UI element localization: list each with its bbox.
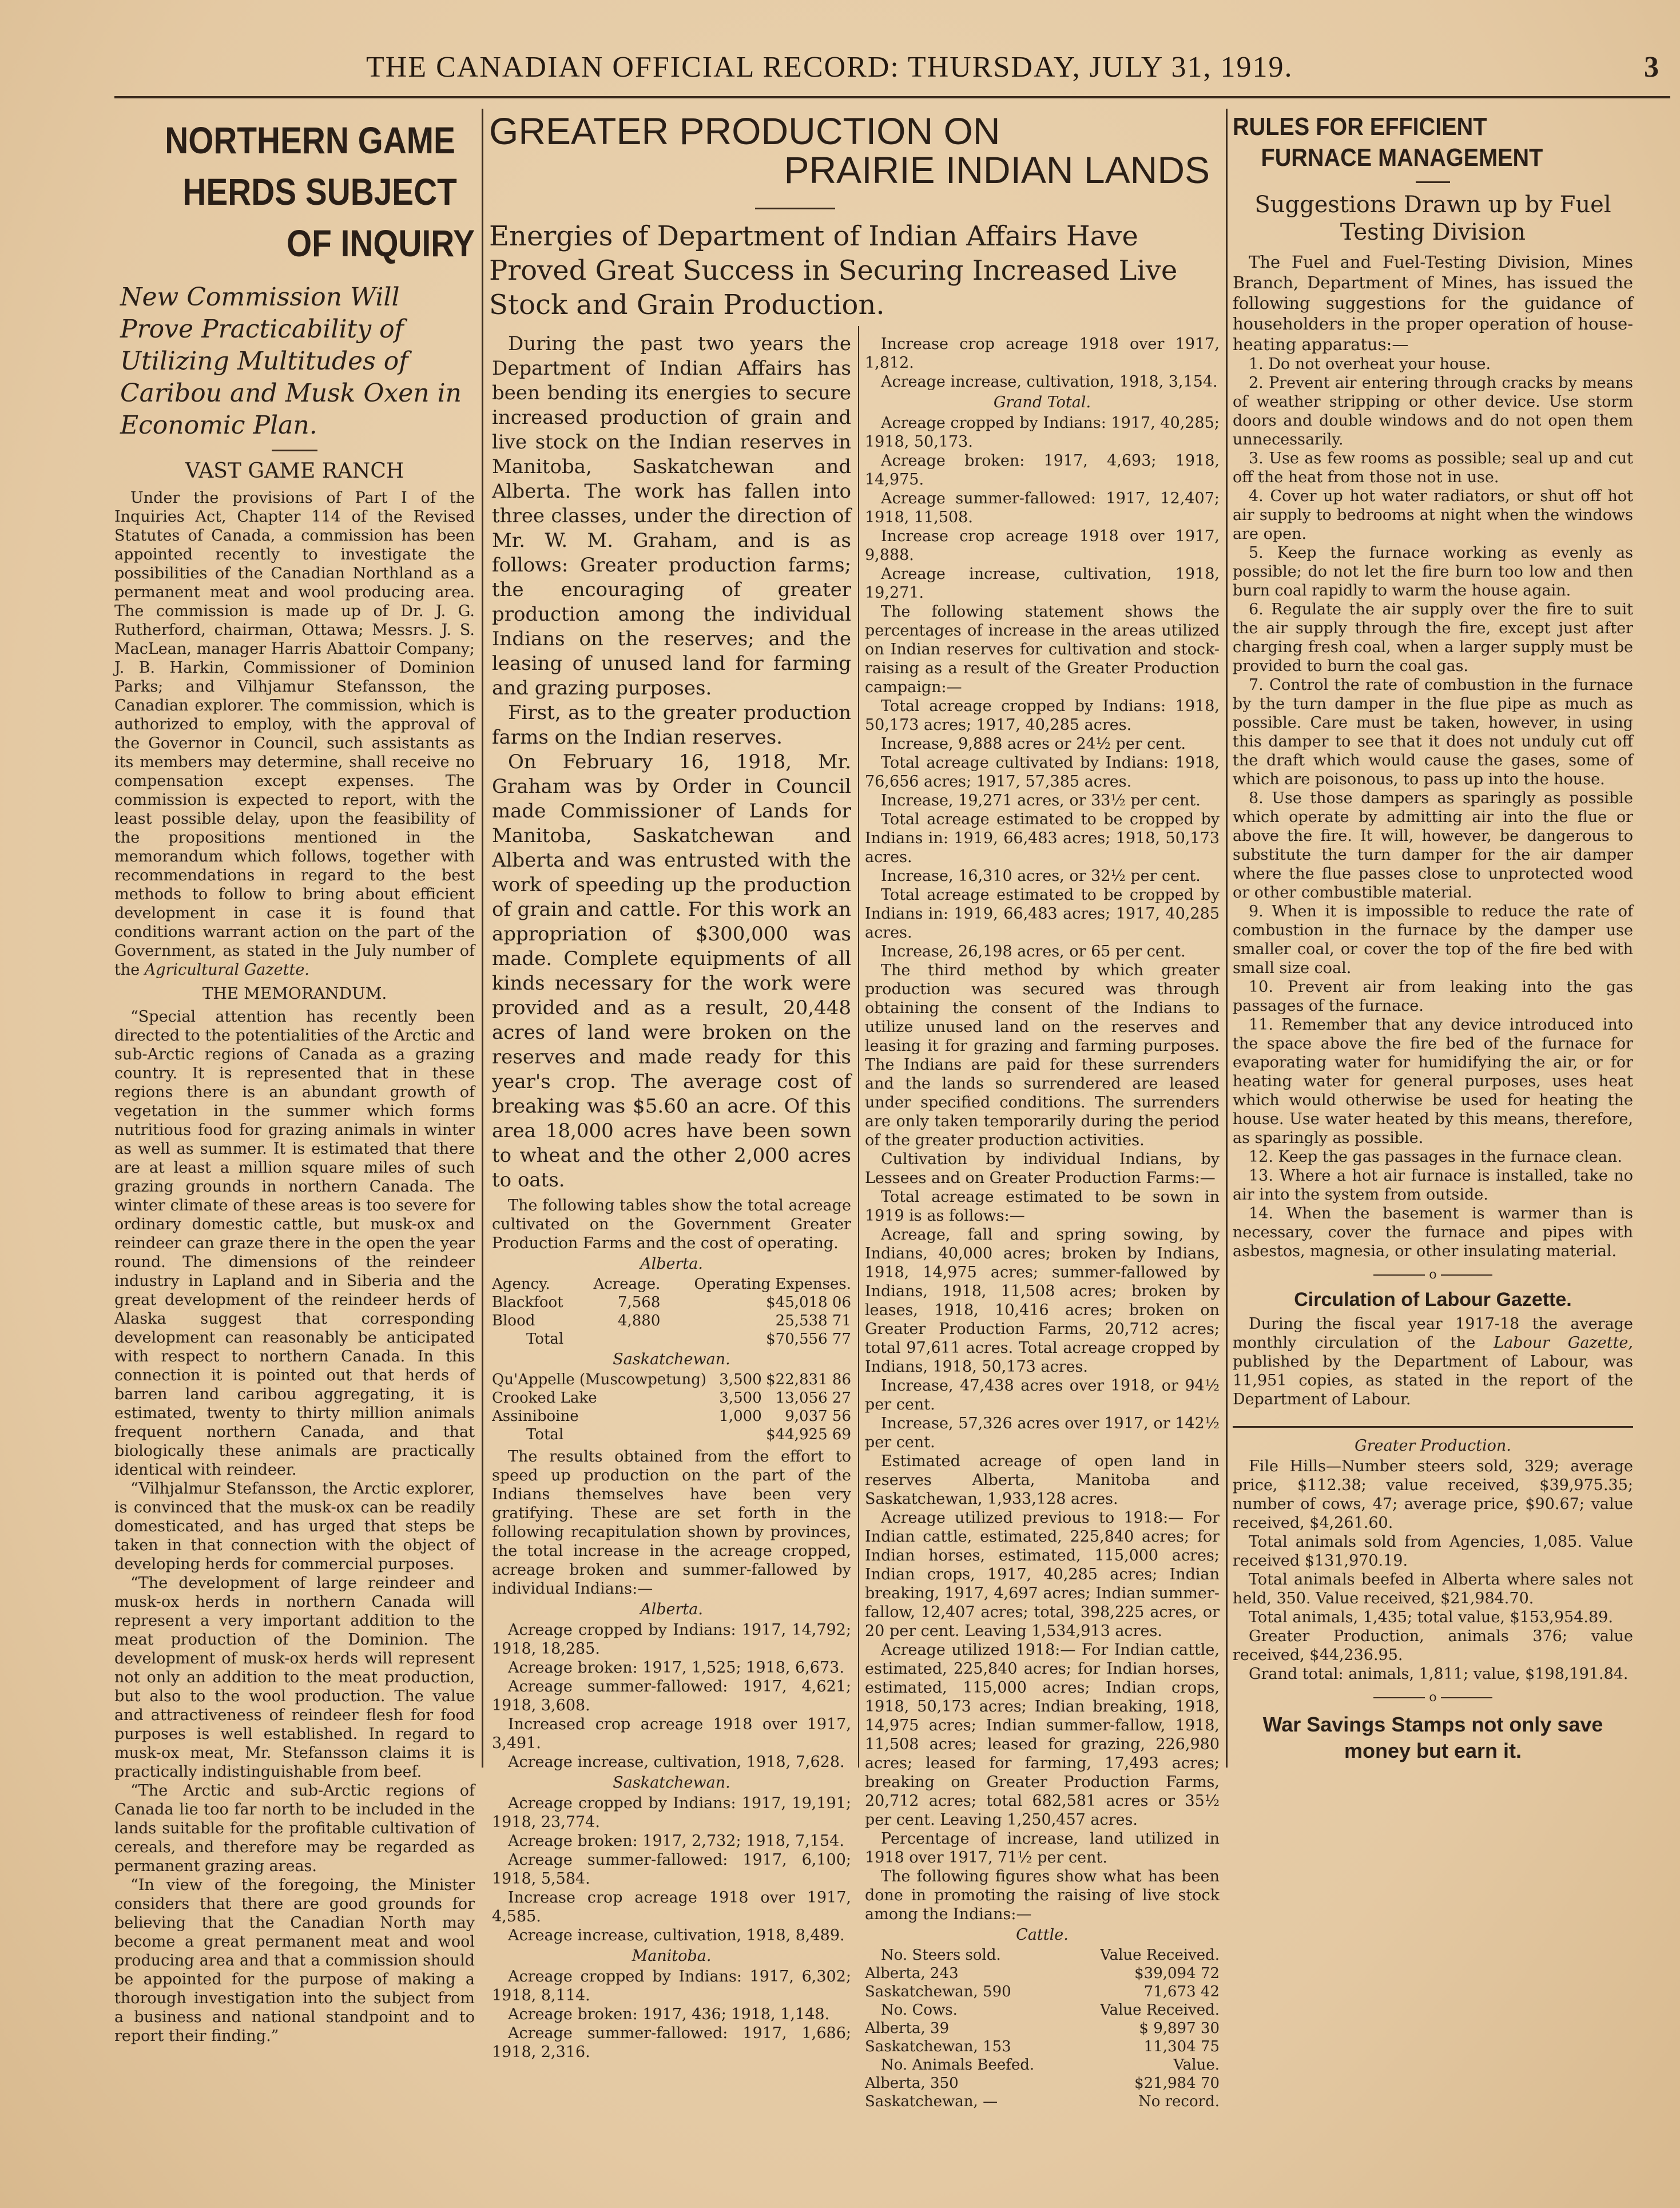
table-total-row	[492, 1425, 851, 1444]
rule-item: 10. Prevent air from leaking into the gas passages of the furnace.	[1233, 978, 1633, 1015]
table-cell: Alberta, 350	[865, 2075, 959, 2092]
page-number: 3	[1644, 51, 1659, 84]
headline-line-1: NORTHERN GAME	[165, 119, 455, 161]
paragraph: “The development of large reindeer and musk-ox herds in northern Canada will represent a very important addition to the meat production of the Dominion. The development of musk-ox herds will represent not only an addition to the meat production, but also to the wool production. The value and attractiveness of reindeer flesh for food purposes is well established. In regard to musk-ox meat, Mr. Stefansson claims it is practically indistinguishable from beef.	[114, 1574, 475, 1781]
separator	[1233, 1690, 1633, 1705]
stat-line: Increase crop acreage 1918 over 1917, 9,888.	[865, 527, 1220, 564]
table-cell: 71,673 42	[1143, 1983, 1220, 2000]
table-header-row	[865, 2001, 1220, 2019]
labour-gazette-heading: Circulation of Labour Gazette.	[1294, 1289, 1572, 1310]
subhead-memorandum: THE MEMORANDUM.	[202, 984, 387, 1003]
table-cell	[579, 1330, 660, 1348]
rule-item: 11. Remember that any device introduced into the space above the fire bed of the furnace for evaporating water for humidifying the air, or for heating water for general purposes, uses heat which would otherwise be used for heating the house. Use water heated by this means, therefore, as sparingly as possible.	[1233, 1016, 1633, 1147]
paragraph: During the past two years the Department of Indian Affairs has been bending its energies to secure increased production of grain and live stock on the Indian reserves in Manitoba, Saskatchewan and Alberta. The work has fallen into three classes, under the direction of Mr. W. M. Graham, and is as follows: Greater production farms; the encouraging of greater production among the individual Indians on the reserves; and the leasing of unused land for farming and grazing purposes.	[492, 332, 851, 700]
stat-line: Acreage summer-fallowed: 1917, 12,407; 1918, 11,508.	[865, 490, 1220, 526]
table-header: Operating Expenses.	[694, 1276, 851, 1293]
stat-line: Total animals, 1,435; total value, $153,954.89.	[1249, 1609, 1613, 1626]
sidebar-column	[1233, 112, 1633, 1765]
paragraph: Increase, 57,326 acres over 1917, or 142½ per cent.	[865, 1415, 1220, 1451]
table-cell	[717, 1425, 762, 1444]
table-cell: $44,925 69	[766, 1426, 851, 1443]
table-header-row	[865, 2056, 1220, 2074]
table-row	[865, 2038, 1220, 2056]
table-cell: Qu'Appelle (Muscowpetung)	[492, 1371, 707, 1388]
table-cell: $39,094 72	[1134, 1965, 1220, 1982]
deck-northern-game: New Commission Will Prove Practicability of Utilizing Multitudes of Caribou and Musk Oxen in Economic Plan.	[120, 283, 462, 440]
table-header-row	[865, 1946, 1220, 1964]
table-header: Value.	[1173, 2056, 1220, 2074]
paragraph: Percentage of increase, land utilized in 1918 over 1917, 71½ per cent.	[865, 1830, 1220, 1867]
recap-line: Acreage increase, cultivation, 1918, 8,489.	[508, 1927, 845, 1944]
divider	[1416, 181, 1450, 183]
rule-item: 7. Control the rate of combustion in the furnace by the turn damper in the flue pipe as much as possible. Care must be taken, however, in using this damper to see that it does not unduly cut off the draft which would cause the gases, some of which are poisonous, to pass up into the house.	[1233, 676, 1633, 788]
recap-heading-saskatchewan: Saskatchewan.	[613, 1774, 730, 1792]
article-greater-production-part2	[865, 335, 1220, 2110]
masthead-rule	[114, 96, 1670, 98]
paragraph: The third method by which greater production was secured was through obtaining the consent of the Indians to utilize unused land on the reserves and leasing it for grazing and farming purposes. The Indians are paid for these surrenders and the lands so surrendered are leased under specified conditions. The surrenders are only taken temporarily during the period of the greater production activities.	[865, 962, 1220, 1149]
recap-line: Acreage summer-fallowed: 1917, 4,621; 1918, 3,608.	[492, 1678, 851, 1714]
paragraph: On February 16, 1918, Mr. Graham was by Order in Council made Commissioner of Lands for Manitoba, Saskatchewan and Alberta and was entrusted with the work of speeding up the production of grain and cattle. For this work an appropriation of $300,000 was made. Complete equipments of all kinds necessary for the work were provided and as a result, 20,448 acres of land were broken on the reserves and made ready for this year's crop. The average cost of breaking was $5.60 an acre. Of this area 18,000 acres have been sown to wheat and the other 2,000 acres to oats.	[492, 750, 851, 1192]
table-row	[492, 1312, 851, 1330]
cattle-heading: Cattle.	[1016, 1926, 1069, 1944]
rule-item: 9. When it is impossible to reduce the rate of combustion in the furnace by the damper use smaller coal, or cover the top of the fire bed with small size coal.	[1233, 903, 1633, 977]
table-cell: 13,056 27	[775, 1389, 851, 1407]
paragraph: The results obtained from the effort to speed up production on the part of the Indians themselves have been very gratifying. These are set forth in the following recapitulation shown by provinces, the total increase in the acreage cropped, acreage broken and summer-fallowed by individual Indians:—	[492, 1448, 851, 1598]
table-cell: Total	[526, 1331, 564, 1348]
recap-line: Increased crop acreage 1918 over 1917, 3,491.	[492, 1715, 851, 1752]
table-row	[492, 1371, 851, 1389]
table-cell: 25,538 71	[775, 1312, 851, 1329]
paragraph	[1233, 1315, 1633, 1409]
rule-item: 1. Do not overheat your house.	[1249, 355, 1491, 373]
paragraph: “The Arctic and sub-Arctic regions of Canada lie too far north to be included in the lands suitable for the profitable cultivation of cereals, and therefore may be regarded as permanent grazing areas.	[114, 1782, 475, 1875]
paragraph: Cultivation by individual Indians, by Lessees and on Greater Production Farms:—	[865, 1150, 1220, 1187]
article-northern-game	[114, 114, 475, 2045]
recap-line: Acreage summer-fallowed: 1917, 6,100; 1918, 5,584.	[492, 1851, 851, 1888]
separator-mark: o	[1429, 1268, 1437, 1282]
headline-line-1: GREATER PRODUCTION ON	[489, 110, 1000, 152]
recap-line: Acreage broken: 1917, 1,525; 1918, 6,673.	[508, 1659, 844, 1677]
headline-furnace	[1233, 112, 1624, 173]
recap-heading-manitoba: Manitoba.	[632, 1947, 712, 1965]
stat-line: Grand total: animals, 1,811; value, $198,191.84.	[1249, 1665, 1629, 1683]
table-cell: $21,984 70	[1134, 2075, 1220, 2092]
separator-mark: o	[1429, 1690, 1437, 1705]
table-cell: 1,000	[719, 1408, 762, 1425]
paragraph: The following figures show what has been done in promoting the raising of live stock among the Indians:—	[865, 1868, 1220, 1923]
subhead-vast-game-ranch: VAST GAME RANCH	[185, 459, 404, 483]
stat-line: Acreage increase, cultivation, 1918, 3,154.	[881, 373, 1218, 391]
headline-line-2: FURNACE MANAGEMENT	[1261, 144, 1543, 172]
operating-table-saskatchewan	[492, 1371, 851, 1444]
table-row	[865, 2019, 1220, 2038]
greater-production-heading: Greater Production.	[1355, 1437, 1511, 1455]
rule-item: 6. Regulate the air supply over the fire to suit the air supply through the fire, except just after charging fresh coal, when a larger supply must be provided to burn the coal gas.	[1233, 601, 1633, 675]
table-header: Value Received.	[1100, 2002, 1220, 2019]
section-rule	[1233, 1426, 1633, 1428]
stat-line: Total animals sold from Agencies, 1,085. Value received $131,970.19.	[1233, 1533, 1633, 1570]
rule-item: 14. When the basement is warmer than is necessary, cover the furnace and pipes with asbestos, magnesia, or other insulating material.	[1233, 1205, 1633, 1260]
separator	[1233, 1268, 1633, 1282]
stat-line: Total acreage cultivated by Indians: 1918, 76,656 acres; 1917, 57,385 acres.	[865, 754, 1220, 791]
table-heading-alberta: Alberta.	[640, 1255, 703, 1273]
table-cell: Saskatchewan, 590	[865, 1983, 1011, 2000]
stat-line: Total acreage cropped by Indians: 1918, 50,173 acres; 1917, 40,285 acres.	[865, 697, 1220, 734]
stat-line: Total acreage estimated to be cropped by Indians in: 1919, 66,483 acres; 1917, 40,285 acres.	[865, 886, 1220, 942]
table-cell: Alberta, 243	[865, 1965, 959, 1982]
table-cell: 11,304 75	[1143, 2038, 1220, 2055]
rule-item: 13. Where a hot air furnace is installed, take no air into the system from outside.	[1233, 1167, 1633, 1204]
recap-line: Acreage cropped by Indians: 1917, 19,191; 1918, 23,774.	[492, 1794, 851, 1831]
rule-item: 4. Cover up hot water radiators, or shut off hot air supply to bedrooms at night when the windows are open.	[1233, 487, 1633, 543]
recap-heading-alberta: Alberta.	[640, 1601, 703, 1618]
recap-line: Acreage cropped by Indians: 1917, 6,302; 1918, 8,114.	[492, 1968, 851, 2004]
table-cell: Alberta, 39	[865, 2020, 950, 2037]
paragraph: Acreage utilized 1918:— For Indian cattle, estimated, 225,840 acres; for Indian horses, estimated, 115,000 acres; Indian crops, 1918, 50,173 acres; Indian breaking, 1918, 14,975 acres; Indian summer-fallow, 1918, 11,508 acres; leased for grazing, 226,980 acres; leased for farming, 17,493 acres; breaking on Greater Production Farms, 20,712 acres; total 682,581 acres or 35½ per cent. Leaving 1,250,457 acres.	[865, 1641, 1220, 1829]
paragraph: First, as to the greater production farms on the Indian reserves.	[492, 701, 851, 749]
table-cell: Crooked Lake	[492, 1389, 597, 1407]
table-cell: 3,500	[719, 1371, 762, 1388]
table-row	[492, 1389, 851, 1407]
stat-line: Total acreage estimated to be cropped by Indians in: 1919, 66,483 acres; 1918, 50,173 acres.	[865, 811, 1220, 866]
recap-line: Acreage broken: 1917, 436; 1918, 1,148.	[508, 2006, 830, 2023]
table-cell: 3,500	[719, 1389, 762, 1407]
headline-northern-game	[165, 114, 475, 269]
table-header: No. Cows.	[881, 2002, 958, 2019]
table-row	[865, 2074, 1220, 2092]
paragraph: “Special attention has recently been directed to the potentialities of the Arctic and sub-Arctic regions of Canada as a grazing country. It is represented that in these regions there is an abundant growth of vegetation in the summer which forms nutritious food for grazing animals in winter as well as summer. It is estimated that there are at least a million square miles of such grazing grounds in northern Canada. The winter climate of these areas is too severe for ordinary domestic cattle, but musk-ox and reindeer can graze there in the open the year round. The dimensions of the reindeer industry in Lapland and in Siberia and the great development of the reindeer herds of Alaska suggest that corresponding development can reasonably be anticipated with respect to northern Canada. In this connection it is pointed out that herds of barren land caribou aggregating, it is estimated, twenty to thirty million animals frequent northern Canada, and that biologically these animals are practically identical with reindeer.	[114, 1008, 475, 1479]
stat-line: Increase crop acreage 1918 over 1917, 1,812.	[865, 335, 1220, 372]
column-rule-3	[1226, 109, 1228, 1768]
table-row	[865, 1983, 1220, 2001]
recap-line: Increase crop acreage 1918 over 1917, 4,585.	[492, 1889, 851, 1925]
stat-line: Acreage increase, cultivation, 1918, 19,271.	[865, 565, 1220, 602]
masthead-title: THE CANADIAN OFFICIAL RECORD: THURSDAY, JULY 31, 1919.	[366, 51, 1293, 84]
stat-line: Increase, 16,310 acres, or 32½ per cent.	[881, 867, 1201, 885]
table-cell: 7,568	[617, 1294, 661, 1311]
paragraph-text: During the fiscal year 1917-18 the average monthly circulation of the	[1233, 1315, 1633, 1352]
article-greater-production-part1	[492, 332, 851, 2061]
divider	[272, 450, 317, 451]
rule-item: 3. Use as few rooms as possible; seal up and cut off the heat from those not in use.	[1233, 450, 1633, 486]
table-cell: Saskatchewan, —	[865, 2093, 998, 2110]
paragraph: Total acreage estimated to be sown in 1919 is as follows:—	[865, 1188, 1220, 1225]
paragraph: The Fuel and Fuel-Testing Division, Mines Branch, Department of Mines, has issued the following suggestions for the guidance of householders in the proper operation of house-heating apparatus:—	[1233, 252, 1633, 354]
operating-table-alberta	[492, 1275, 851, 1348]
table-cell: 4,880	[617, 1312, 661, 1329]
headline-line-3: OF INQUIRY	[286, 222, 475, 264]
table-cell: $70,556 77	[766, 1331, 851, 1348]
stat-line: File Hills—Number steers sold, 329; average price, $112.38; value received, $39,975.35; number of cows, 47; average price, $90.67; value received, $4,261.60.	[1233, 1458, 1633, 1532]
headline-rule	[755, 208, 835, 209]
grand-total-heading: Grand Total.	[993, 394, 1091, 411]
table-row	[865, 2092, 1220, 2111]
paragraph-text: published by the Department of Labour, was 11,951 copies, as stated in the report of the Department of Labour.	[1233, 1353, 1633, 1408]
paragraph: Acreage, fall and spring sowing, by Indians, 40,000 acres; broken by Indians, 1918, 14,975 acres; summer-fallowed by Indians, 1918, 11,508 acres; broken by leases, 1918, 10,416 acres; broken on Greater Production Farms, 20,712 acres; total 97,611 acres. Total acreage cropped by Indians, 1918, 50,173 acres.	[865, 1226, 1220, 1376]
table-cell: No record.	[1138, 2093, 1220, 2110]
stat-line: Acreage cropped by Indians: 1917, 40,285; 1918, 50,173.	[865, 414, 1220, 451]
table-cell: $ 9,897 30	[1139, 2020, 1220, 2037]
table-heading-saskatchewan: Saskatchewan.	[613, 1351, 730, 1368]
table-row	[492, 1293, 851, 1312]
headline-line-2: HERDS SUBJECT	[182, 170, 457, 213]
deck-furnace: Suggestions Drawn up by Fuel Testing Division	[1254, 192, 1611, 245]
publication-name: Labour Gazette,	[1494, 1334, 1633, 1352]
table-cell: $22,831 86	[766, 1371, 851, 1388]
headline-line-1: RULES FOR EFFICIENT	[1233, 113, 1487, 141]
deck-greater-production: Energies of Department of Indian Affairs Have Proved Great Success in Securing Increased Live Stock and Grain Production.	[489, 220, 1178, 321]
stat-line: Acreage broken: 1917, 4,693; 1918, 14,975.	[865, 452, 1220, 489]
paragraph-text: Under the provisions of Part I of the Inquiries Act, Chapter 114 of the Revised Statutes of Canada, a commission has been appointed recently to investigate the possibilities of the Canadian Northland as a permanent meat and wool producing area. The commission is made up of Dr. J. G. Rutherford, chairman, Ottawa; Messrs. J. S. MacLean, manager Harris Abattoir Company; J. B. Harkin, Commissioner of Dominion Parks; and Vilhjamur Stefansson, the Canadian explorer. The commission, which is authorized to employ, with the approval of the Governor in Council, such assistants as its members may determine, shall receive no compensation except expenses. The commission is expected to report, with the least possible delay, upon the feasibility of the propositions mentioned in the memorandum which follows, together with recommendations in regard to the best methods to follow to bring about efficient development in case it is found that conditions warrant action on the part of the Government, as stated in the July number of the	[114, 489, 475, 979]
table-cell: Blood	[492, 1312, 535, 1329]
table-cell: $45,018 06	[766, 1294, 851, 1311]
headline-line-2: PRAIRIE INDIAN LANDS	[784, 149, 1210, 191]
rule-item: 2. Prevent air entering through cracks by means of weather stripping or other device. Use storm doors and double windows and do not open them unnecessarily.	[1233, 374, 1633, 448]
headline-greater-production	[489, 112, 1216, 192]
column-rule-2	[858, 326, 859, 1768]
table-cell: Blackfoot	[492, 1294, 563, 1311]
table-cell: Total	[526, 1426, 564, 1443]
stat-line: Increase, 9,888 acres or 24½ per cent.	[881, 735, 1186, 753]
paragraph: Increase, 47,438 acres over 1918, or 94½ per cent.	[865, 1377, 1220, 1413]
recap-line: Acreage cropped by Indians: 1917, 14,792; 1918, 18,285.	[492, 1621, 851, 1658]
recap-line: Acreage increase, cultivation, 1918, 7,628.	[508, 1753, 845, 1771]
rule-item: 5. Keep the furnace working as evenly as possible; do not let the fire burn too low and then burn coal rapidly to warm the house again.	[1233, 544, 1633, 599]
table-header: No. Animals Beefed.	[881, 2056, 1035, 2074]
stat-line: Increase, 19,271 acres, or 33½ per cent.	[881, 792, 1201, 809]
rule-item: 12. Keep the gas passages in the furnace clean.	[1249, 1148, 1622, 1166]
table-cell: Saskatchewan, 153	[865, 2038, 1011, 2055]
table-header: Value Received.	[1100, 1947, 1220, 1964]
table-header-row	[492, 1275, 851, 1293]
stat-line: Total animals beefed in Alberta where sales not held, 350. Value received, $21,984.70.	[1233, 1571, 1633, 1607]
recap-line: Acreage summer-fallowed: 1917, 1,686; 1918, 2,316.	[492, 2024, 851, 2061]
table-header: Acreage.	[593, 1276, 661, 1293]
cattle-table	[865, 1946, 1220, 2111]
table-header: No. Steers sold.	[881, 1947, 1001, 1964]
masthead	[366, 50, 1659, 96]
paragraph: “In view of the foregoing, the Minister considers that there are good grounds for believing that the Canadian North may become a great permanent meat and wool producing area and that a commission should be appointed for the purpose of making a thorough investigation into the subject from a business and national standpoint and to report their finding.”	[114, 1876, 475, 2045]
source-name: Agricultural Gazette.	[144, 961, 309, 979]
war-savings-notice: War Savings Stamps not only save money but earn it.	[1262, 1713, 1603, 1762]
paragraph: “Vilhjalmur Stefansson, the Arctic explorer, is convinced that the musk-ox can be readily domesticated, and has urged that steps be taken in that connection with the object of developing herds for commercial purposes.	[114, 1480, 475, 1573]
paragraph: Acreage utilized previous to 1918:— For Indian cattle, estimated, 225,840 acres; for Indian horses, estimated, 115,000 acres; Indian crops, 1917, 40,285 acres; Indian breaking, 1917, 4,697 acres; Indian summer-fallow, 12,407 acres; total, 398,225 acres, or 20 per cent. Leaving 1,534,913 acres.	[865, 1509, 1220, 1640]
paragraph: The following statement shows the percentages of increase in the areas utilized on Indian reserves for cultivation and stock-raising as a result of the Greater Production campaign:—	[865, 603, 1220, 696]
stat-line: Increase, 26,198 acres, or 65 per cent.	[881, 943, 1186, 960]
table-cell: Assiniboine	[492, 1408, 579, 1425]
rule-item: 8. Use those dampers as sparingly as possible which operate by admitting air into the flue or above the fire. It will, however, be dangerous to substitute the turn damper for the air damper where the flue passes close to unprotected wood or other combustible material.	[1233, 789, 1633, 902]
table-row	[492, 1407, 851, 1425]
recap-line: Acreage broken: 1917, 2,732; 1918, 7,154.	[508, 1832, 844, 1850]
table-total-row	[492, 1330, 851, 1348]
table-cell: 9,037 56	[785, 1408, 851, 1425]
table-row	[865, 1964, 1220, 1983]
stat-line: Greater Production, animals 376; value received, $44,236.95.	[1233, 1627, 1633, 1664]
paragraph: The following tables show the total acreage cultivated on the Government Greater Production Farms and the cost of operating.	[492, 1197, 851, 1252]
paragraph	[114, 489, 475, 979]
table-header: Agency.	[492, 1276, 550, 1293]
column-rule-1	[482, 109, 483, 1768]
paragraph: Estimated acreage of open land in reserves Alberta, Manitoba and Saskatchewan, 1,933,128 acres.	[865, 1452, 1220, 1508]
